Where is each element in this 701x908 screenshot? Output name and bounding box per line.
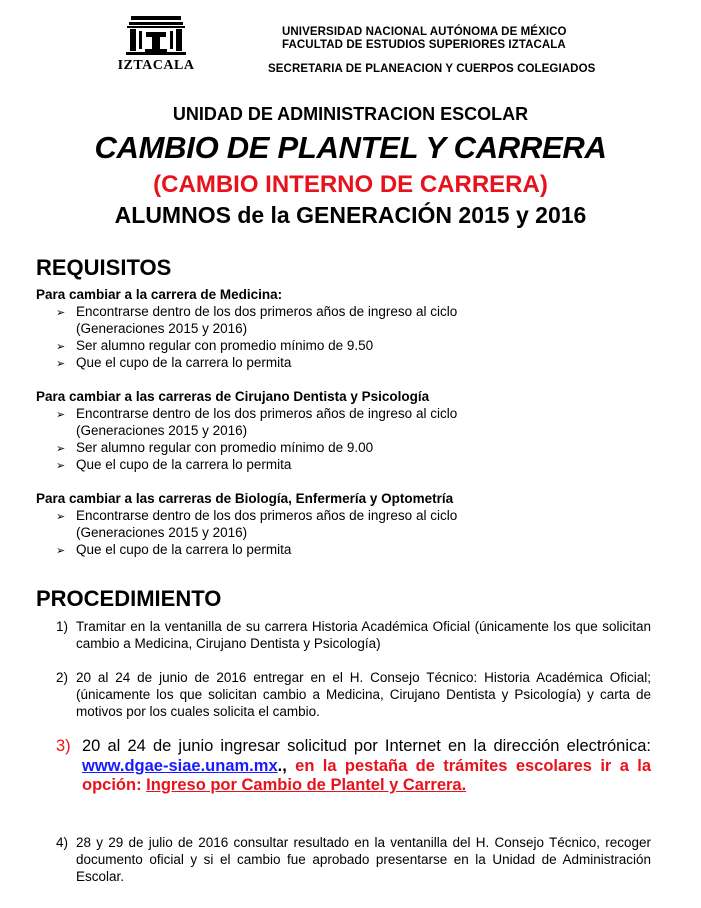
arrow-bullet-icon: ➢	[56, 443, 66, 455]
iztacala-logo	[118, 14, 194, 76]
list-item: ➢ Encontrarse dentro de los dos primeros años de ingreso al ciclo	[56, 304, 458, 319]
generation-title: ALUMNOS de la GENERACIÓN 2015 y 2016	[114, 202, 587, 228]
list-item: ➢ Encontrarse dentro de los dos primeros años de ingreso al ciclo	[56, 508, 458, 523]
procedure-step: 2) 20 al 24 de junio de 2016 entregar en el H. Consejo Técnico: Historia Académica Oficial; (únicamente los que solicitan cambio a Medicina, Cirujano Dentista y Psicología) y carta de motivos por los cuales solicita el cambio.	[56, 670, 651, 719]
procedure-step: 1) Tramitar en la ventanilla de su carrera Historia Académica Oficial (únicamente los que solicitan cambio a Medicina, Cirujano Dentista y Psicología)	[56, 619, 651, 651]
secretariat-name: SECRETARIA DE PLANEACION Y CUERPOS COLEGIADOS	[268, 63, 596, 75]
arrow-bullet-icon: ➢	[56, 545, 66, 557]
cambio-plantel-option-link[interactable]: Ingreso por Cambio de Plantel y Carrera.	[146, 776, 467, 794]
list-item-continuation: (Generaciones 2015 y 2016)	[76, 525, 248, 540]
list-item: ➢ Ser alumno regular con promedio mínimo de 9.50	[56, 338, 374, 353]
list-item: ➢ Que el cupo de la carrera lo permita	[56, 542, 292, 557]
procedimiento-heading: PROCEDIMIENTO	[36, 586, 222, 611]
list-item-continuation: (Generaciones 2015 y 2016)	[76, 423, 248, 438]
arrow-bullet-icon: ➢	[56, 460, 66, 472]
list-item: ➢ Que el cupo de la carrera lo permita	[56, 457, 292, 472]
arrow-bullet-icon: ➢	[56, 341, 66, 353]
procedure-step: 4) 28 y 29 de julio de 2016 consultar resultado en la ventanilla del H. Consejo Técnico, recoger documento oficial y si el cambio fue aprobado presentarse en la Unidad de Administración Escolar.	[56, 835, 651, 884]
arrow-bullet-icon: ➢	[56, 307, 66, 319]
logo-text: IZTACALA	[117, 58, 195, 73]
procedure-step-internet: 3) 20 al 24 de junio ingresar solicitud por Internet en la dirección electrónica: www.dgae-siae.unam.mx., en la pestaña de trámites escolares ir a la opción: Ingreso por Cambio de Plantel y Carrera.	[56, 737, 651, 794]
main-title: CAMBIO DE PLANTEL Y CARRERA	[94, 130, 607, 165]
list-item: ➢ Encontrarse dentro de los dos primeros años de ingreso al ciclo	[56, 406, 458, 421]
list-item: ➢ Ser alumno regular con promedio mínimo de 9.00	[56, 440, 374, 455]
arrow-bullet-icon: ➢	[56, 358, 66, 370]
arrow-bullet-icon: ➢	[56, 511, 66, 523]
list-item: ➢ Que el cupo de la carrera lo permita	[56, 355, 292, 370]
list-item-continuation: (Generaciones 2015 y 2016)	[76, 321, 248, 336]
requisitos-heading: REQUISITOS	[36, 255, 172, 280]
faculty-name: FACULTAD DE ESTUDIOS SUPERIORES IZTACALA	[282, 39, 566, 51]
subtitle-red: (CAMBIO INTERNO DE CARRERA)	[153, 171, 548, 198]
group-title-medicina: Para cambiar a la carrera de Medicina:	[36, 287, 283, 302]
dgae-siae-link[interactable]: www.dgae-siae.unam.mx	[82, 756, 278, 775]
group-title-biologia: Para cambiar a las carreras de Biología, Enfermería y Optometría	[36, 491, 454, 506]
arrow-bullet-icon: ➢	[56, 409, 66, 421]
university-name: UNIVERSIDAD NACIONAL AUTÓNOMA DE MÉXICO	[282, 26, 567, 38]
unit-title: UNIDAD DE ADMINISTRACION ESCOLAR	[172, 104, 529, 124]
group-title-dentista-psicologia: Para cambiar a las carreras de Cirujano Dentista y Psicología	[36, 389, 430, 404]
